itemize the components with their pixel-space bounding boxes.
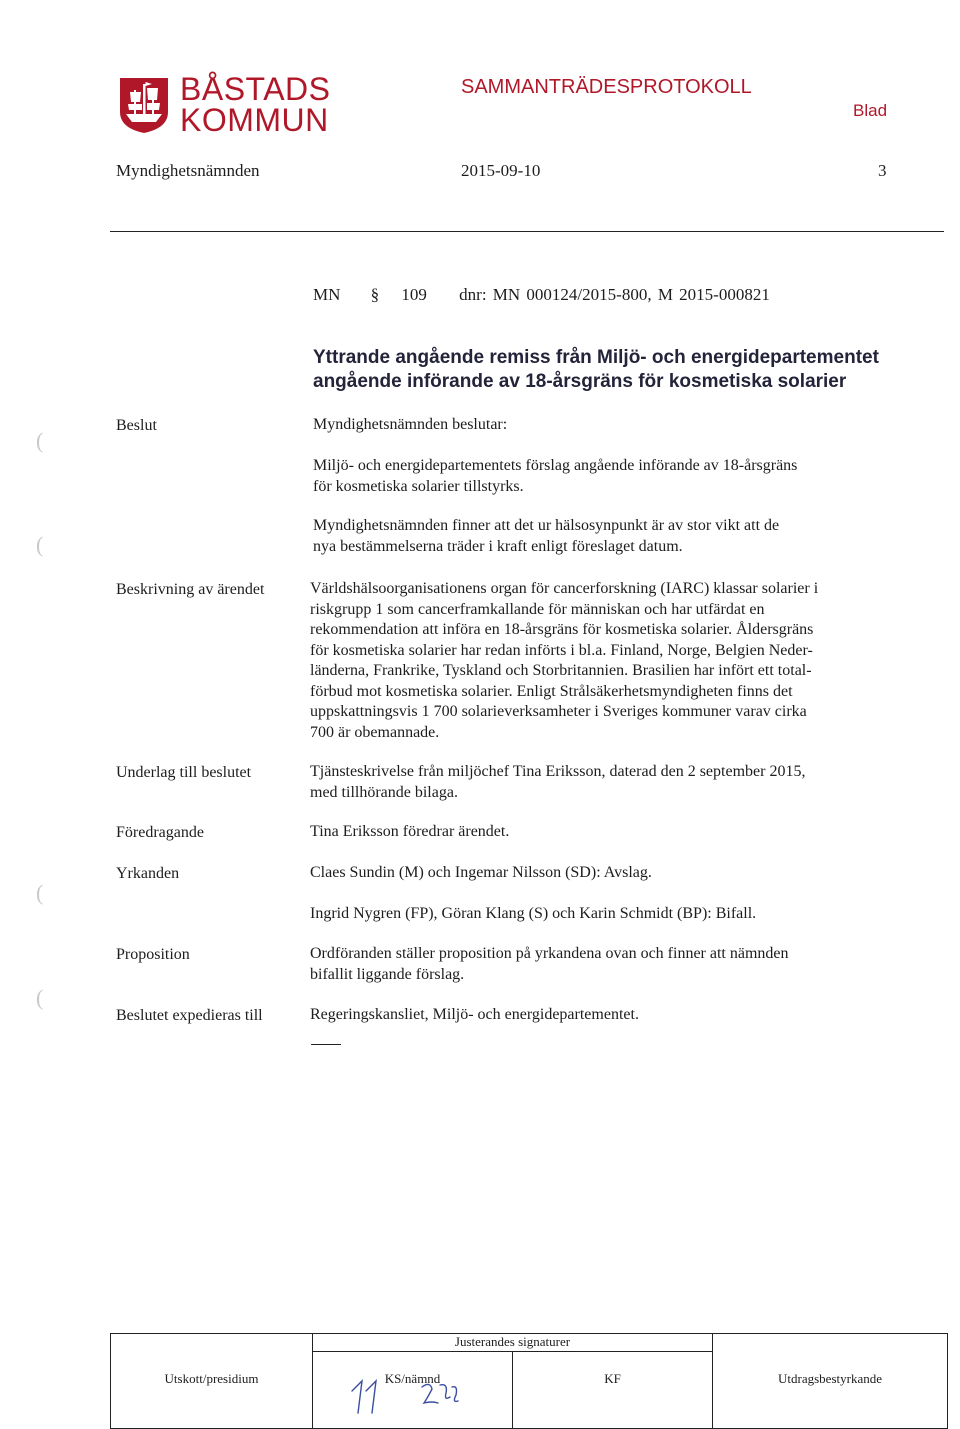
beskrivning-label: Beskrivning av ärendet (116, 581, 265, 598)
sig-col-ks-namnd: KS/nämnd (384, 1371, 441, 1386)
end-rule (311, 1044, 341, 1045)
sig-header-spacer (713, 1334, 948, 1352)
text-line: riskgrupp 1 som cancerframkallande för människan och har utfärdat en (310, 600, 765, 618)
committee-name: Myndighetsnämnden (116, 161, 260, 180)
foredragande-text: Tina Eriksson föredrar ärendet. (310, 823, 510, 840)
text-line: för kosmetiska solarier har redan införts i bl.a. Finland, Norge, Belgien Neder- (310, 641, 813, 659)
text-line: med tillhörande bilaga. (310, 783, 458, 801)
expedieras-text: Regeringskansliet, Miljö- och energidepartementet. (310, 1006, 639, 1023)
municipality-name-line2: KOMMUN (180, 102, 329, 138)
section-reference (313, 285, 770, 305)
sig-cell-utdrag (713, 1352, 948, 1429)
yrkanden-line-1: Claes Sundin (M) och Ingemar Nilsson (SD): Avslag. (310, 864, 652, 881)
expedieras-label: Beslutet expedieras till (116, 1007, 263, 1024)
margin-mark-3: ( (36, 880, 44, 905)
section-sign: § (370, 285, 380, 304)
kommun-logo-icon (116, 76, 172, 134)
beslut-paragraph-2 (313, 516, 888, 557)
matter-heading-line1: Yttrande angående remiss från Miljö- och energidepartementet (313, 347, 879, 368)
text-line: Myndighetsnämnden finner att det ur hälsosynpunkt är av stor vikt att de (313, 517, 780, 534)
municipality-name-line1: BÅSTADS (180, 71, 331, 107)
text-line: nya bestämmelserna träder i kraft enligt föreslaget datum. (313, 537, 683, 555)
sig-header-justerandes: Justerandes signaturer (313, 1334, 713, 1352)
sig-cell-kf (513, 1352, 713, 1429)
underlag-text (310, 762, 900, 803)
municipality-name (180, 71, 331, 138)
text-line: Tjänsteskrivelse från miljöchef Tina Eriksson, daterad den 2 september 2015, (310, 763, 806, 780)
sig-col-utdrag: Utdragsbestyrkande (778, 1370, 882, 1386)
beslut-intro: Myndighetsnämnden beslutar: (313, 416, 508, 433)
yrkanden-label: Yrkanden (116, 865, 180, 882)
yrkanden-line-2: Ingrid Nygren (FP), Göran Klang (S) och Karin Schmidt (BP): Bifall. (310, 905, 757, 922)
section-prefix: MN (313, 285, 341, 304)
text-line: uppskattningsvis 1 700 solarieverksamheter i Sveriges kommuner varav cirka (310, 703, 807, 720)
sig-cell-utskott (111, 1352, 313, 1429)
diary-number: dnr: MN 000124/2015-800, M 2015-000821 (459, 285, 770, 304)
text-line: 700 är obemannade. (310, 723, 440, 741)
margin-mark-2: ( (36, 532, 44, 557)
document-title: SAMMANTRÄDESPROTOKOLL (461, 76, 752, 98)
text-line: länderna, Frankrike, Tyskland och Storbritannien. Brasilien har infört ett total- (310, 662, 812, 679)
text-line: Miljö- och energidepartementets förslag angående införande av 18-årsgräns (313, 457, 798, 474)
meeting-date: 2015-09-10 (461, 161, 541, 180)
signature-table (110, 1333, 948, 1429)
text-line: förbud mot kosmetiska solarier. Enligt Strålsäkerhetsmyndigheten finns det (310, 682, 793, 700)
foredragande-label: Föredragande (116, 824, 204, 841)
margin-mark-1: ( (36, 428, 44, 453)
text-line: rekommendation att införa en 18-årsgräns för kosmetiska solarier. Åldersgräns (310, 621, 814, 638)
proposition-text (310, 944, 900, 985)
section-number: 109 (401, 285, 427, 304)
margin-mark-4: ( (36, 985, 44, 1010)
text-line: bifallit liggande förslag. (310, 965, 465, 983)
sig-col-kf: KF (604, 1371, 621, 1386)
text-line: för kosmetiska solarier tillstyrks. (313, 477, 524, 495)
beskrivning-text (310, 579, 900, 743)
handwritten-signature (348, 1373, 468, 1417)
sig-header-spacer (111, 1334, 313, 1352)
blad-label: Blad (853, 101, 888, 120)
matter-heading-line2: angående införande av 18-årsgräns för kosmetiska solarier (313, 371, 847, 392)
page-number: 3 (878, 161, 887, 180)
underlag-label: Underlag till beslutet (116, 764, 252, 781)
beslut-paragraph-1 (313, 456, 888, 497)
matter-heading (313, 346, 879, 394)
proposition-label: Proposition (116, 946, 190, 963)
sig-col-utskott: Utskott/presidium (164, 1370, 259, 1386)
header-divider (110, 231, 944, 232)
beslut-label: Beslut (116, 417, 157, 434)
text-line: Världshälsoorganisationens organ för cancerforskning (IARC) klassar solarier i (310, 580, 819, 597)
text-line: Ordföranden ställer proposition på yrkandena ovan och finner att nämnden (310, 945, 789, 962)
